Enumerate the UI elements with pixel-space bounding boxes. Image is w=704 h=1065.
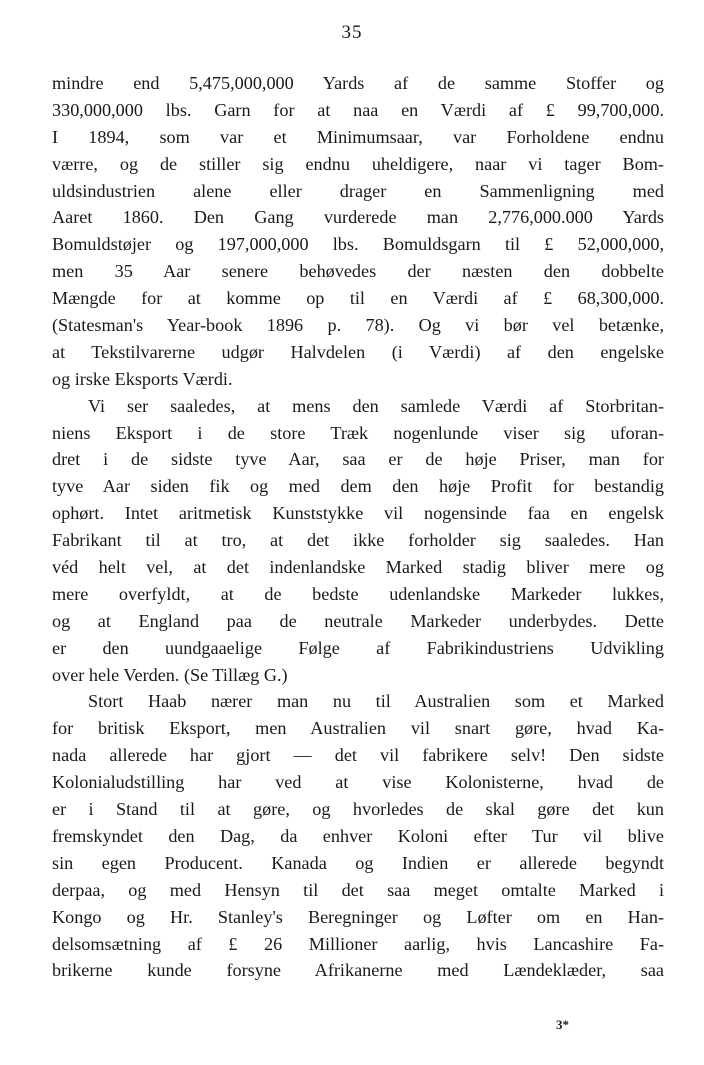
- text-line: uldsindustrien alene eller drager en Sammenligning med: [52, 180, 664, 201]
- text-line: Stort Haab nærer man nu til Australien som et Marked: [88, 691, 664, 712]
- text-line: 330,000,000 lbs. Garn for at naa en Værdi af £ 99,700,000.: [52, 99, 664, 120]
- text-line: tyve Aar siden fik og med dem den høje Profit for bestandig: [52, 476, 664, 497]
- text-line: mere overfyldt, at de bedste udenlandske Markeder lukkes,: [52, 583, 664, 604]
- text-line: Kolonialudstilling har ved at vise Kolonisterne, hvad de: [52, 772, 664, 793]
- text-line: (Statesman's Year-book 1896 p. 78). Og vi bør vel betænke,: [52, 315, 664, 336]
- text-line: derpaa, og med Hensyn til det saa meget omtalte Marked i: [52, 879, 664, 900]
- body-text: [52, 70, 664, 984]
- text-line: sin egen Producent. Kanada og Indien er allerede begyndt: [52, 852, 664, 873]
- text-line: Fabrikant til at tro, at det ikke forholder sig saaledes. Han: [52, 530, 664, 551]
- text-line: at Tekstilvarerne udgør Halvdelen (i Værdi) af den engelske: [52, 341, 664, 362]
- text-line: mindre end 5,475,000,000 Yards af de samme Stoffer og: [52, 73, 664, 93]
- text-line: fremskyndet den Dag, da enhver Koloni efter Tur vil blive: [52, 825, 664, 846]
- text-line: og irske Eksports Værdi.: [52, 368, 233, 389]
- text-line: Vi ser saaledes, at mens den samlede Værdi af Storbritan-: [88, 395, 664, 416]
- text-line: nada allerede har gjort — det vil fabrikere selv! Den sidste: [52, 745, 664, 766]
- text-line: Kongo og Hr. Stanley's Beregninger og Løfter om en Han-: [52, 906, 664, 927]
- text-line: men 35 Aar senere behøvedes der næsten den dobbelte: [52, 261, 664, 282]
- text-line: I 1894, som var et Minimumsaar, var Forholdene endnu: [52, 126, 664, 147]
- text-line: delsomsætning af £ 26 Millioner aarlig, hvis Lancashire Fa-: [52, 933, 664, 954]
- text-line: over hele Verden. (Se Tillæg G.): [52, 664, 288, 685]
- text-line: for britisk Eksport, men Australien vil snart gøre, hvad Ka-: [52, 718, 664, 739]
- text-line: brikerne kunde forsyne Afrikanerne med Lændeklæder, saa: [52, 960, 664, 981]
- text-line: og at England paa de neutrale Markeder underbydes. Dette: [52, 610, 664, 631]
- printer-signature-mark: 3*: [556, 1017, 569, 1032]
- text-line: er i Stand til at gøre, og hvorledes de skal gøre det kun: [52, 799, 664, 820]
- text-line: Aaret 1860. Den Gang vurderede man 2,776,000.000 Yards: [52, 207, 664, 228]
- text-line: Mængde for at komme op til en Værdi af £ 68,300,000.: [52, 288, 664, 309]
- text-line: er den uundgaaelige Følge af Fabrikindustriens Udvikling: [52, 637, 664, 658]
- text-line: værre, og de stiller sig endnu uheldigere, naar vi tager Bom-: [52, 153, 664, 174]
- text-line: dret i de sidste tyve Aar, saa er de høje Priser, man for: [52, 449, 664, 470]
- text-line: Bomuldstøjer og 197,000,000 lbs. Bomuldsgarn til £ 52,000,000,: [52, 234, 664, 255]
- page-number: 35: [341, 22, 363, 43]
- text-line: ophørt. Intet aritmetisk Kunststykke vil nogensinde faa en engelsk: [52, 503, 664, 524]
- text-line: niens Eksport i de store Træk nogenlunde viser sig uforan-: [52, 422, 664, 443]
- text-line: véd helt vel, at det indenlandske Marked stadig bliver mere og: [52, 557, 664, 578]
